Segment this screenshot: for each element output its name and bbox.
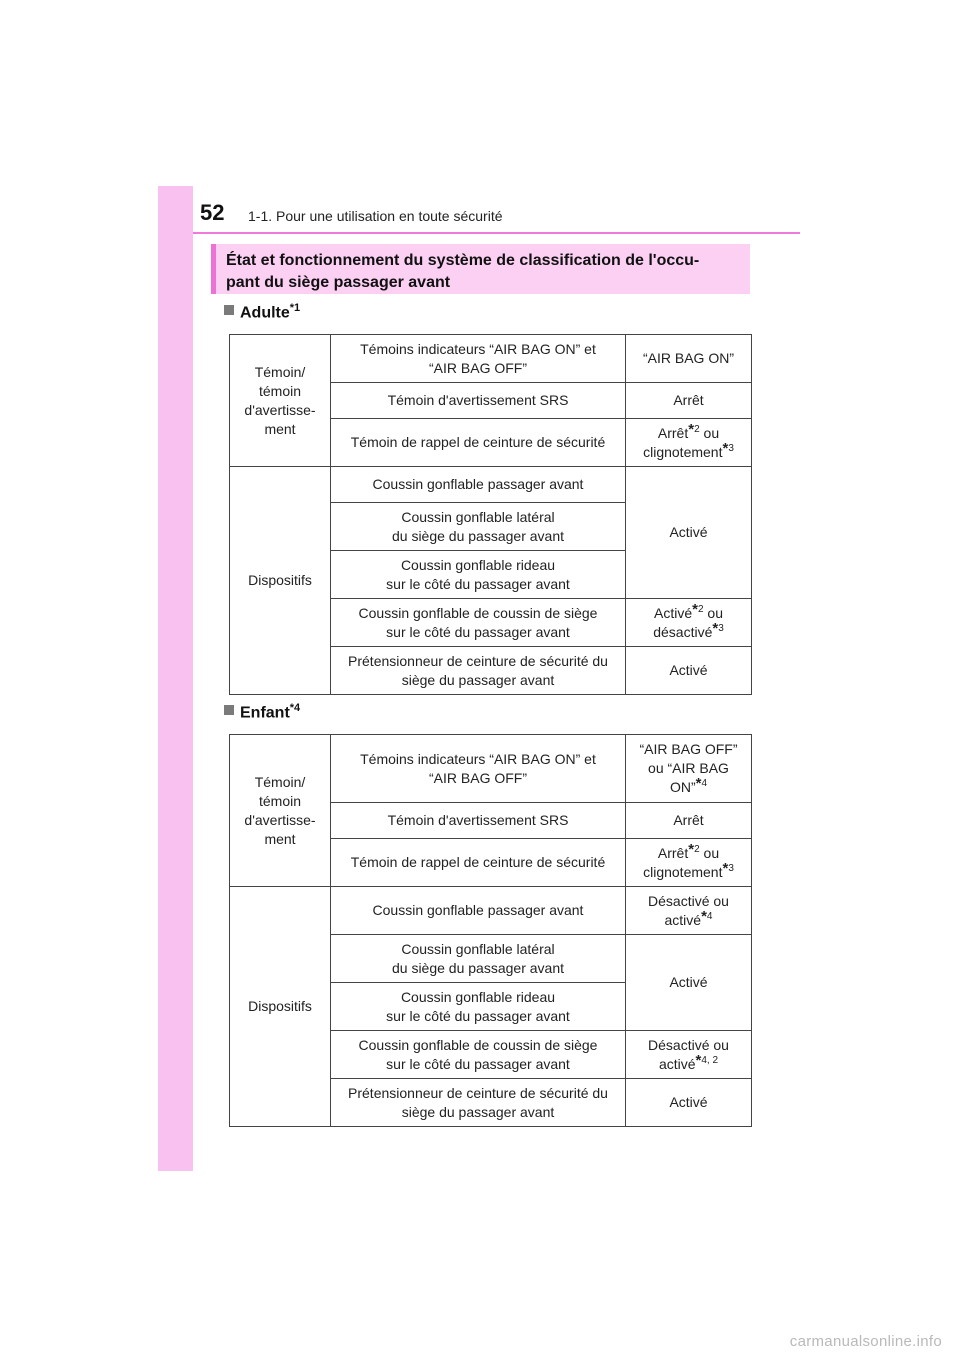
footnote-marker: *2	[688, 840, 700, 858]
cell-line	[630, 619, 747, 642]
breadcrumb: 1-1. Pour une utilisation en toute sécurité	[248, 208, 503, 224]
footnote-marker: *2	[692, 600, 704, 618]
cell-text: ou	[707, 604, 723, 621]
footnote-marker: *4, 2	[695, 1051, 719, 1069]
footnote-marker: *3	[722, 439, 734, 457]
table-cell	[331, 647, 626, 695]
footnote-marker: *4	[289, 702, 301, 714]
chapter-sidebar	[158, 186, 193, 1171]
table-cell	[626, 599, 752, 647]
cell-line: Désactivé ou	[648, 1036, 729, 1053]
cell-line: du siège du passager avant	[391, 527, 564, 544]
cell-line: “AIR BAG OFF”	[429, 769, 527, 786]
table-cell	[626, 735, 752, 803]
cell-line: Témoin/	[254, 773, 306, 790]
footnote-number: 3	[728, 862, 734, 874]
cell-line: Prétensionneur de ceinture de sécurité du	[348, 1084, 608, 1101]
cell-line: “AIR BAG OFF”	[429, 359, 527, 376]
cell-line: Coussin gonflable rideau	[400, 556, 556, 573]
table-cell	[331, 503, 626, 551]
footnote-marker: *3	[722, 859, 734, 877]
table-cell: Témoin de rappel de ceinture de sécurité	[331, 419, 626, 467]
cell-line: Prétensionneur de ceinture de sécurité du	[348, 652, 608, 669]
cell-text: activé	[658, 1055, 696, 1072]
footnote-marker: *4	[695, 775, 708, 792]
section-title-line: État et fonctionnement du système de classification de l'occu-	[226, 252, 700, 269]
cell-line: Coussin gonflable latéral	[401, 508, 555, 525]
table-row	[230, 467, 752, 503]
page-number: 52	[200, 200, 225, 225]
table-cell: Activé	[626, 1079, 752, 1127]
table-cell	[331, 1031, 626, 1079]
table-row	[230, 335, 752, 383]
cell-line	[630, 1051, 747, 1074]
watermark: carmanualsonline.info	[789, 1333, 942, 1350]
cell-text: activé	[664, 911, 702, 928]
cell-line: sur le côté du passager avant	[386, 1055, 570, 1072]
cell-line: Désactivé ou	[648, 892, 729, 909]
table-cell: Activé	[626, 467, 752, 599]
cell-line: sur le côté du passager avant	[386, 575, 570, 592]
child-heading-label: Enfant	[240, 704, 290, 722]
devices-header-cell: Dispositifs	[230, 467, 331, 695]
table-row	[230, 887, 752, 935]
footnote-number: 3	[728, 442, 734, 454]
table-cell	[331, 599, 626, 647]
cell-line: témoin	[258, 382, 302, 399]
cell-line: Coussin gonflable de coussin de siège	[358, 604, 598, 621]
cell-line	[630, 775, 747, 797]
cell-text: Arrêt	[657, 424, 689, 441]
table-cell	[331, 935, 626, 983]
cell-text: désactivé	[653, 623, 713, 640]
table-cell	[331, 335, 626, 383]
footnote-marker: *1	[289, 302, 301, 314]
cell-line: “AIR BAG OFF”	[639, 741, 738, 757]
table-row	[230, 735, 752, 803]
square-bullet-icon	[224, 705, 234, 715]
footnote-marker: *3	[712, 619, 724, 637]
cell-line: siège du passager avant	[401, 671, 555, 688]
cell-line: du siège du passager avant	[391, 959, 564, 976]
footnote-number: 4	[706, 910, 713, 922]
cell-line	[630, 420, 747, 443]
footnote-number: 2	[694, 843, 700, 855]
table-cell	[626, 887, 752, 935]
cell-line: ment	[264, 830, 296, 847]
table-cell	[331, 551, 626, 599]
adult-heading-label: Adulte	[240, 304, 290, 322]
cell-line	[630, 859, 747, 882]
adult-table	[229, 334, 752, 695]
cell-line: Témoin/	[254, 363, 306, 380]
child-table	[229, 734, 752, 1127]
table-cell: Témoin de rappel de ceinture de sécurité	[331, 839, 626, 887]
adult-heading	[224, 302, 300, 322]
cell-line: ou “AIR BAG	[648, 760, 729, 776]
cell-line: Témoins indicateurs “AIR BAG ON” et	[360, 750, 596, 767]
cell-line: Coussin gonflable latéral	[401, 940, 555, 957]
indicator-header-cell	[230, 735, 331, 887]
section-title-line: pant du siège passager avant	[226, 274, 451, 291]
cell-text: ON”	[669, 779, 696, 795]
cell-line: sur le côté du passager avant	[386, 623, 570, 640]
cell-text: ou	[703, 424, 720, 441]
footnote-number: 4	[701, 778, 708, 789]
footnote-number: 2	[694, 423, 700, 435]
table-cell	[626, 1031, 752, 1079]
cell-line: sur le côté du passager avant	[386, 1007, 570, 1024]
footnote-marker: *2	[688, 420, 700, 438]
header-rule	[193, 232, 800, 234]
footnote-number: 4, 2	[701, 1054, 719, 1066]
cell-line: Coussin gonflable rideau	[400, 988, 556, 1005]
table-cell: Coussin gonflable passager avant	[331, 467, 626, 503]
table-cell	[626, 419, 752, 467]
cell-text: clignotement	[643, 863, 723, 880]
cell-text: Arrêt	[657, 844, 689, 861]
table-cell: Témoin d'avertissement SRS	[331, 803, 626, 839]
table-cell	[331, 735, 626, 803]
footnote-number: 2	[697, 603, 704, 615]
footnote-marker: *4	[701, 907, 713, 925]
footnote-number: 3	[718, 622, 724, 634]
cell-text: clignotement	[643, 443, 723, 460]
section-title	[211, 244, 750, 294]
cell-line	[630, 439, 747, 462]
cell-line: ment	[264, 420, 296, 437]
table-cell: Coussin gonflable passager avant	[331, 887, 626, 935]
cell-line: d'avertisse-	[244, 811, 316, 828]
table-cell	[626, 839, 752, 887]
table-cell: Activé	[626, 935, 752, 1031]
table-cell: Arrêt	[626, 803, 752, 839]
cell-line	[630, 600, 747, 623]
table-cell: Activé	[626, 647, 752, 695]
square-bullet-icon	[224, 305, 234, 315]
cell-line	[630, 907, 747, 930]
table-cell: “AIR BAG ON”	[626, 335, 752, 383]
cell-text: ou	[703, 844, 720, 861]
indicator-header-cell	[230, 335, 331, 467]
child-heading	[224, 702, 300, 722]
table-cell	[331, 983, 626, 1031]
table-cell: Témoin d'avertissement SRS	[331, 383, 626, 419]
cell-line: Coussin gonflable de coussin de siège	[358, 1036, 598, 1053]
devices-header-cell: Dispositifs	[230, 887, 331, 1127]
cell-text: Activé	[654, 604, 693, 621]
table-cell	[331, 1079, 626, 1127]
cell-line: Témoins indicateurs “AIR BAG ON” et	[360, 340, 596, 357]
table-cell: Arrêt	[626, 383, 752, 419]
cell-line: siège du passager avant	[401, 1103, 555, 1120]
cell-line	[630, 840, 747, 863]
cell-line: témoin	[258, 792, 302, 809]
cell-line: d'avertisse-	[244, 401, 316, 418]
